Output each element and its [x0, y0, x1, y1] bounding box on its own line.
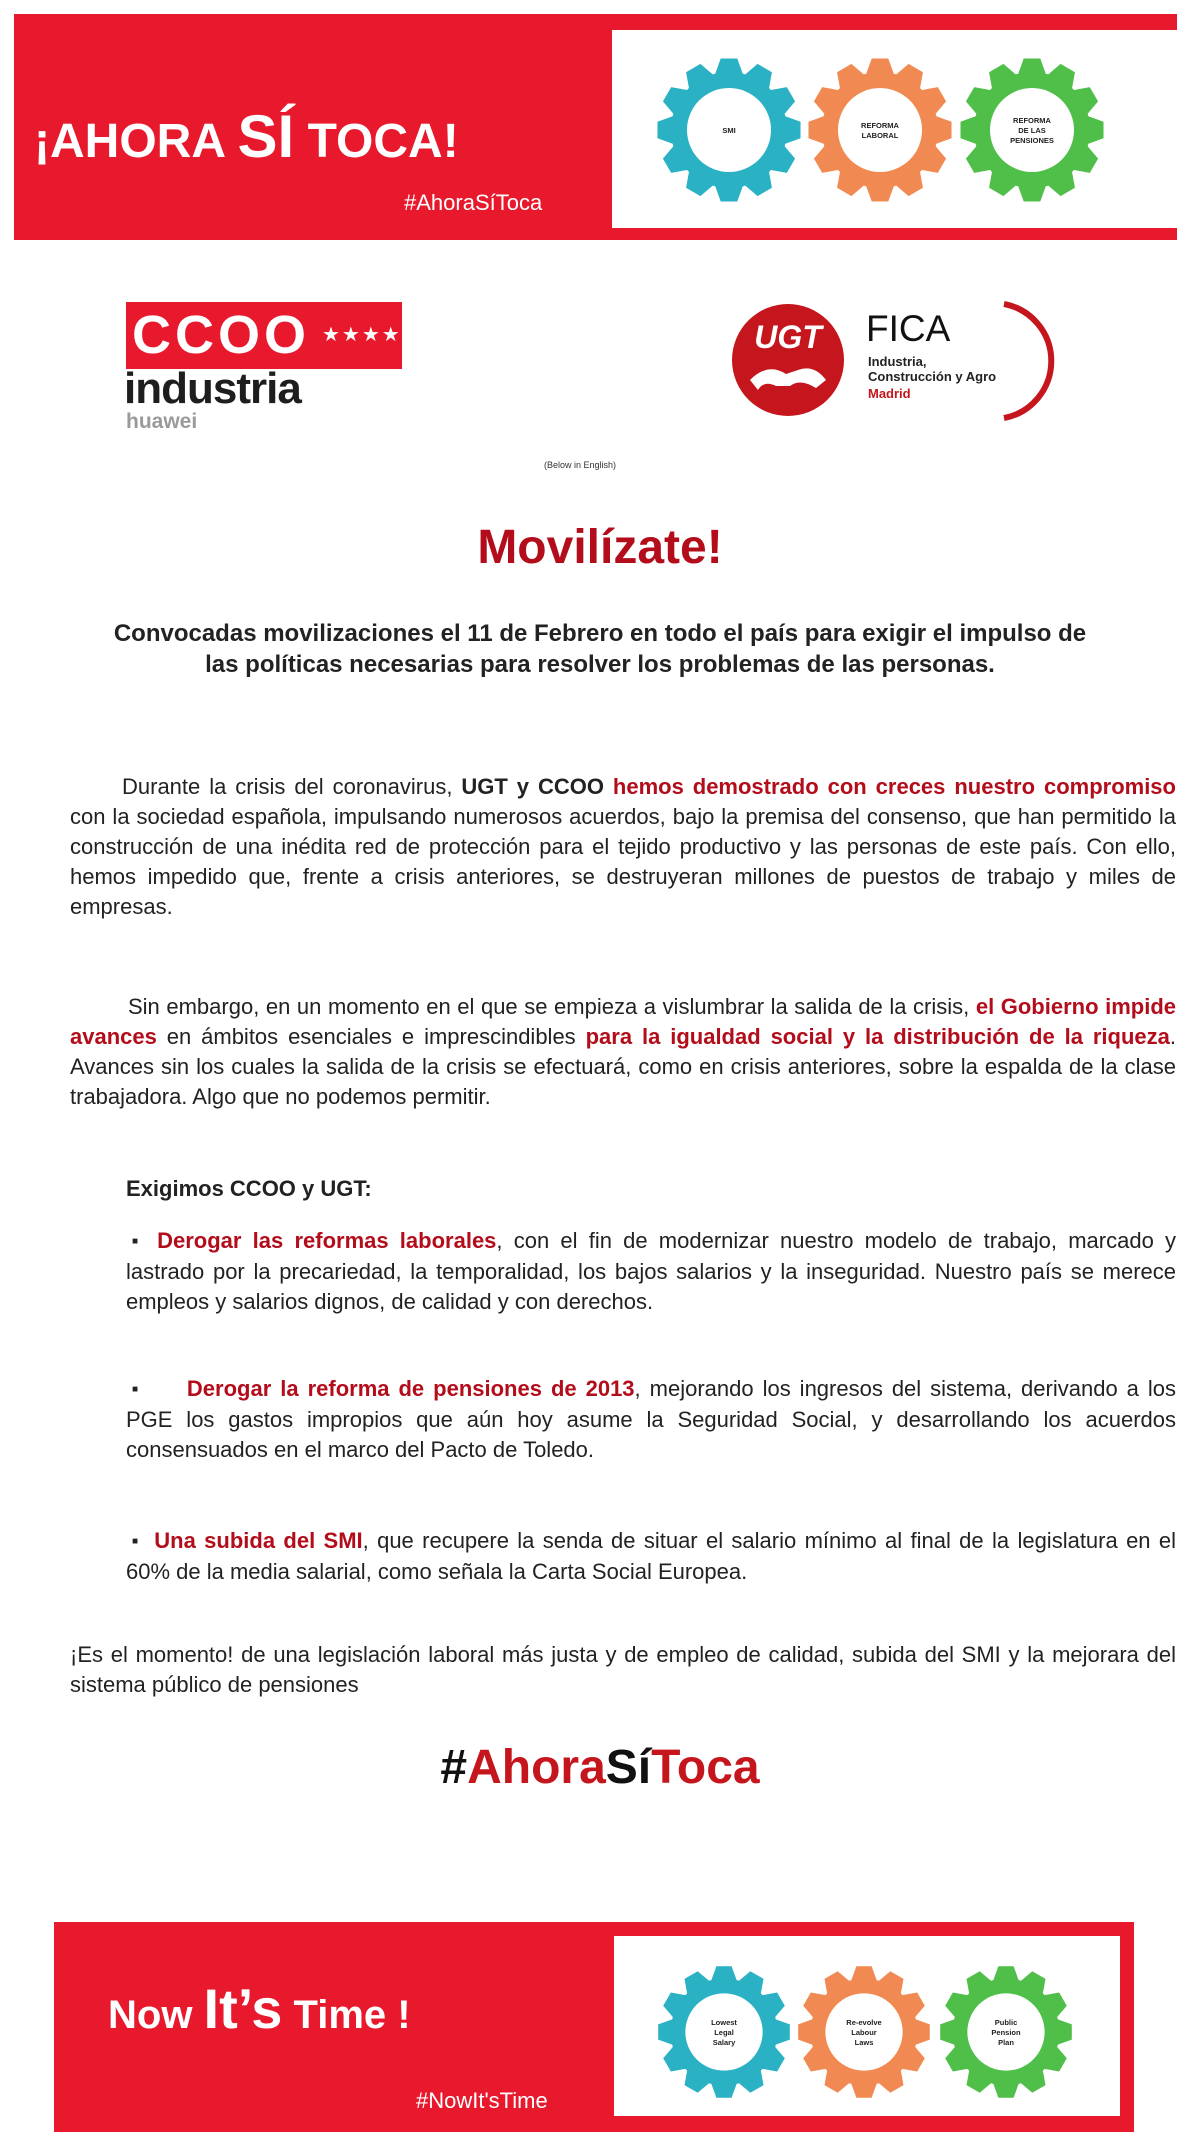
- bullet-icon: ■: [132, 1536, 141, 1548]
- gear-icon: [657, 58, 800, 201]
- industria-label: industria: [124, 364, 301, 413]
- fica-city: Madrid: [868, 386, 911, 401]
- demands-heading: Exigimos CCOO y UGT:: [126, 1176, 372, 1201]
- demand-item: ■ Derogar las reformas laborales, con el fin de modernizar nuestro modelo de trabajo, marcado y lastrado por la precariedad, la temporalidad, los bajos salarios y la inseguridad. Nuestro país se merece empleos y salarios dignos, de calidad y con derechos.: [126, 1228, 1176, 1315]
- paragraph-2: Sin embargo, en un momento en el que se empieza a vislumbrar la salida de la crisis, el Gobierno impide avances en ámbitos esenciales e imprescindibles para la igualdad social y la distribución de la riqueza. Avances sin los cuales la salida de la crisis se efectuará, como en crisis anteriores, sobre la espalda de la clase trabajadora. Algo que no podemos permitir.: [70, 994, 1177, 1109]
- headline-emphasis: It’s: [203, 1977, 283, 2040]
- fica-title: FICA: [866, 308, 951, 349]
- top-banner: [14, 14, 1177, 240]
- lead-paragraph: Convocadas movilizaciones el 11 de Febrero en todo el país para exigir el impulso de las políticas necesarias para resolver los problemas de las personas.: [113, 620, 1087, 678]
- gear-icon: [940, 1966, 1072, 2098]
- fica-line1: Industria,: [868, 354, 927, 369]
- huawei-label: huawei: [126, 410, 198, 433]
- gear-label: PENSIONES: [1010, 136, 1054, 145]
- gear-label: Plan: [998, 2038, 1014, 2047]
- demand-item: ■ Una subida del SMI, que recupere la senda de situar el salario mínimo al final de la legislatura en el 60% de la media salarial, como señala la Carta Social Europea.: [126, 1528, 1176, 1585]
- gear-label: Public: [994, 2018, 1018, 2027]
- ccoo-stars: ★★★★: [322, 324, 402, 346]
- top-banner-gear-panel: [612, 30, 1177, 228]
- gear-label: REFORMA: [861, 121, 899, 130]
- below-in-english-note: (Below in English): [544, 460, 617, 470]
- fica-line2: Construcción y Agro: [868, 369, 997, 384]
- gear-label: DE LAS: [1018, 126, 1046, 135]
- gear-label: SMI: [722, 126, 736, 135]
- gear-label: LABORAL: [861, 131, 899, 140]
- gear-label: REFORMA: [1013, 116, 1051, 125]
- top-gears: [612, 30, 1177, 228]
- top-banner-hashtag: #AhoraSíToca: [404, 190, 543, 215]
- gear-label: Lowest: [711, 2018, 737, 2027]
- page-title: Movilízate!: [477, 521, 723, 574]
- ccoo-logo-text: CCOO: [132, 305, 310, 365]
- headline-emphasis: SÍ: [237, 103, 295, 170]
- bullet-icon: ■: [132, 1384, 141, 1396]
- bottom-gears: [614, 1936, 1120, 2116]
- bullet-icon: ■: [132, 1236, 144, 1248]
- demand-item: ■ Derogar la reforma de pensiones de 2013, mejorando los ingresos del sistema, derivando a los PGE los gastos impropios que aún hoy asume la Seguridad Social, y desarrollando los acuerdos consensuados en el marco del Pacto de Toledo.: [126, 1376, 1176, 1463]
- paragraph-1: Durante la crisis del coronavirus, UGT y CCOO hemos demostrado con creces nuestro compromiso con la sociedad española, impulsando numerosos acuerdos, bajo la premisa del consenso, que han permitido la construcción de una inédita red de protección para el tejido productivo y las personas de este país. Con ello, hemos impedido que, frente a crisis anteriores, se destruyeran millones de puestos de trabajo y miles de empresas.: [70, 774, 1176, 919]
- bottom-banner: [54, 1922, 1134, 2132]
- bottom-banner-headline: Now It’s Time !: [108, 1977, 411, 2040]
- gear-icon: [960, 58, 1103, 201]
- top-banner-headline: ¡AHORA SÍ TOCA!: [34, 103, 459, 170]
- gear-label: Pension: [991, 2028, 1021, 2037]
- gear-label: Labour: [851, 2028, 877, 2037]
- gear-label: Salary: [712, 2038, 736, 2047]
- final-hashtag: #AhoraSíToca: [440, 1741, 760, 1794]
- ugt-logo: [728, 300, 848, 420]
- gear-icon: [798, 1966, 930, 2098]
- closing-paragraph: ¡Es el momento! de una legislación laboral más justa y de empleo de calidad, subida del SMI y la mejorara del sistema público de pensiones: [70, 1642, 1176, 1697]
- bottom-banner-hashtag: #NowIt'sTime: [416, 2088, 548, 2113]
- gear-label: Re-evolve: [846, 2018, 882, 2027]
- gear-icon: [658, 1966, 790, 2098]
- gear-label: Legal: [714, 2028, 734, 2037]
- bottom-banner-gear-panel: [614, 1936, 1120, 2116]
- ugt-logo-text: UGT: [754, 319, 822, 355]
- ccoo-logo: [126, 302, 402, 369]
- gear-label: Laws: [854, 2038, 874, 2047]
- fica-arc: [992, 296, 1072, 426]
- gear-icon: [808, 58, 951, 201]
- gear-center: [838, 88, 922, 172]
